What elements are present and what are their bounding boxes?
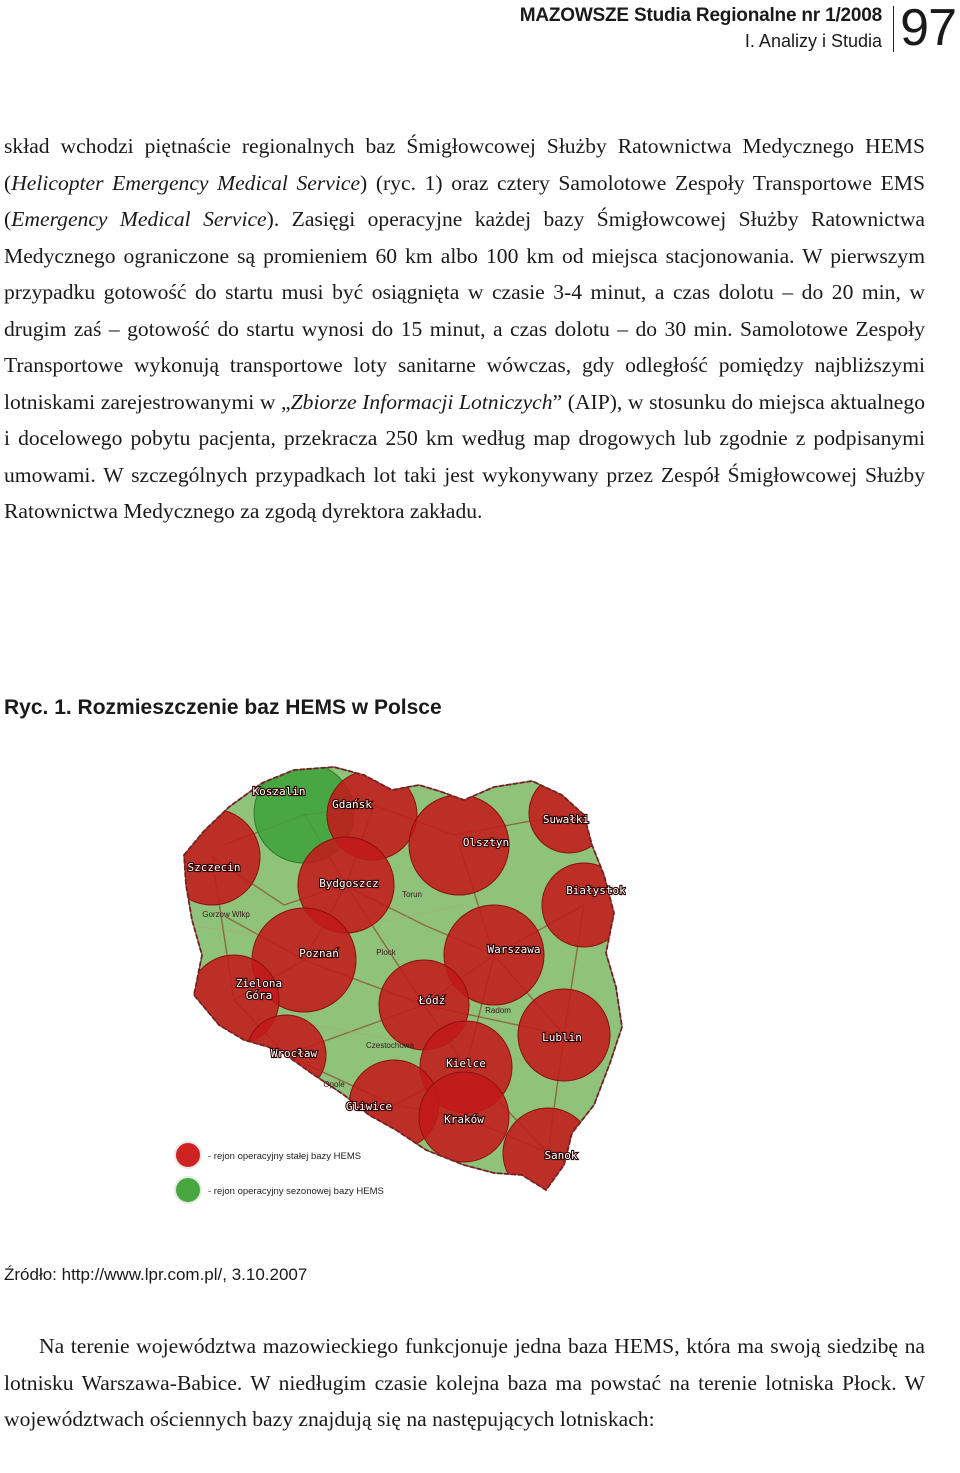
figure-source: Źródło: http://www.lpr.com.pl/, 3.10.2007 [4,1265,308,1284]
italic-term: Zbiorze Informacji Lotniczych [290,389,553,414]
base-label-warszawa: Warszawa [487,943,541,956]
base-label-bydgoszcz: Bydgoszcz [319,877,379,890]
paragraph-text: ). Zasięgi operacyjne każdej bazy Śmigłowcowej Służby Ratownictwa Medycznego ograniczone są promieniem 60 km albo 100 km od miejsca stacjonowania. W pierwszym przypadku gotowość do startu musi być osiągnięta w czasie 3-4 minut, a czas dolotu – do 20 min, w drugim zaś – gotowość do startu wynosi do 15 minut, a czas dolotu – do 30 min. Samolotowe Zespoły Transportowe wykonują transportowe loty sanitarne wówczas, gdy odległość pomiędzy najbliższymi lotniskami zarejestrowanymi w „ [4,207,925,414]
header-divider [893,6,895,52]
base-label-sanok: Sanok [544,1149,578,1162]
body-paragraph-1 [4,128,925,530]
base-label-olsztyn: Olsztyn [462,836,510,849]
base-label-bialystok: Białystok [566,884,626,897]
header-text [520,5,882,55]
town-label-gorzow-wlkp: Gorzow Wlkp [202,910,250,919]
town-label-plock: Plock [376,948,396,957]
base-label-szczecin: Szczecin [187,861,241,874]
base-label-lublin: Lublin [542,1031,582,1044]
body-paragraph-2: Na terenie województwa mazowieckiego funkcjonuje jedna baza HEMS, która ma swoją siedzibę na lotnisku Warszawa-Babice. W niedługim czasie kolejna baza ma powstać na terenie lotniska Płock. W województwach ościennych bazy znajdują się na następujących lotniskach: [4,1334,925,1431]
base-label-gdansk: Gdańsk [332,798,372,811]
paragraph-text: skład wchodzi piętnaście regionalnych baz Śmigłowcowej Służby Ratownictwa Medycznego HEMS ( [4,134,925,195]
town-label-opole: Opole [323,1080,345,1089]
base-label-zielona-gora: Zielona [235,977,283,990]
figure-caption: Ryc. 1. Rozmieszczenie baz HEMS w Polsce [4,696,442,719]
base-label-lodz: Łódź [418,994,446,1007]
map-legend [175,1142,384,1203]
page-header [0,0,960,60]
legend-permanent-swatch [175,1142,201,1168]
base-label-wroclaw: Wrocław [270,1047,318,1060]
base-label-poznan: Poznań [299,947,339,960]
base-label-krakow: Kraków [444,1113,484,1126]
base-label-suwalki: Suwałki [542,813,590,826]
town-label-torun: Torun [401,890,423,899]
italic-term: Emergency Medical Service [11,207,267,231]
base-label-gliwice: Gliwice [345,1100,393,1113]
town-label-radom: Radom [485,1006,511,1015]
base-label-koszalin: Koszalin [252,785,306,798]
legend-seasonal-swatch [175,1177,201,1203]
legend-seasonal-label: - rejon operacyjny sezonowej bazy HEMS [208,1186,384,1197]
hems-map [164,745,626,1225]
journal-title: MAZOWSZE Studia Regionalne nr 1/2008 [519,5,882,26]
page-number: 97 [900,0,956,57]
paragraph-text: ” (AIP), w stosunku do miejsca aktualnego i docelowego pobytu pacjenta, przekracza 250 km według map drogowych lub zgodnie z podpisanymi umowami. W szczególnych przypadkach lot taki jest wykonywany przez Zespół Śmigłowcowej Służby Ratownictwa Medycznego za zgodą dyrektora zakładu. [4,389,925,523]
base-region-bialystok [542,863,626,947]
italic-term: Helicopter Emergency Medical Service [11,170,361,195]
paragraph-text: ) (ryc. 1) oraz cztery Samolotowe Zespoły Transportowe EMS ( [4,170,925,231]
legend-permanent-label: - rejon operacyjny stałej bazy HEMS [208,1151,362,1162]
town-label-czestochowa: Czestochowa [365,1041,415,1050]
section-title: I. Analizy i Studia [744,31,882,51]
base-label-kielce: Kielce [446,1057,486,1070]
base-label-zielona-gora: Góra [245,989,273,1002]
